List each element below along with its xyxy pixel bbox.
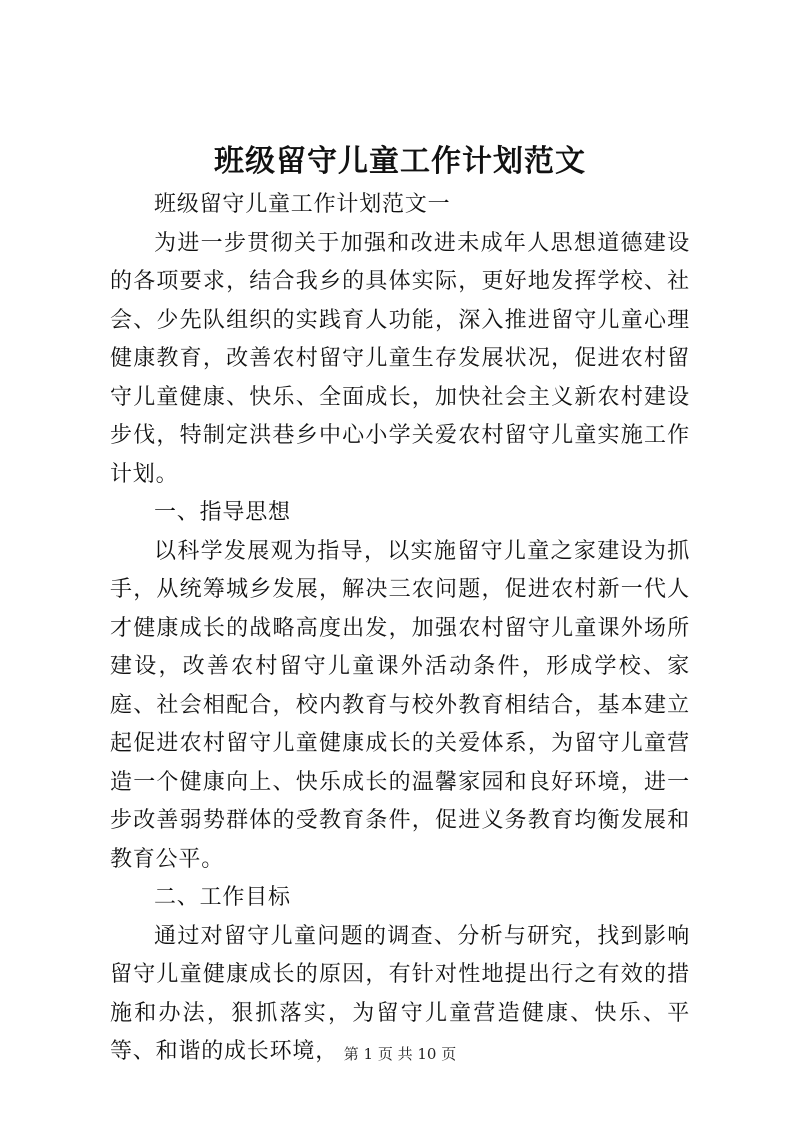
guiding-thought-paragraph: 以科学发展观为指导，以实施留守儿童之家建设为抓手，从统筹城乡发展，解决三农问题，促进农村新一代人才健康成长的战略高度出发，加强农村留守儿童课外场所建设，改善农村留守儿童课外活动条件，形成学校、家庭、社会相配合，校内教育与校外教育相结合，基本建立起促进农村留守儿童健康成长的关爱体系，为留守儿童营造一个健康向上、快乐成长的温馨家园和良好环境，进一步改善弱势群体的受教育条件，促进义务教育均衡发展和教育公平。: [110, 538, 690, 872]
section-heading-work-goals: 二、工作目标: [154, 885, 291, 910]
work-goals-paragraph: 通过对留守儿童问题的调查、分析与研究，找到影响留守儿童健康成长的原因，有针对性地提出行之有效的措施和办法，狠抓落实，为留守儿童营造健康、快乐、平等、和谐的成长环境，: [110, 923, 690, 1064]
document-body: [110, 186, 690, 1072]
page-footer: 第 1 页 共 10 页: [343, 1045, 457, 1063]
document-subtitle: 班级留守儿童工作计划范文一: [154, 192, 451, 217]
section-heading-guiding-thought: 一、指导思想: [154, 500, 291, 525]
intro-paragraph: 为进一步贯彻关于加强和改进未成年人思想道德建设的各项要求，结合我乡的具体实际，更好地发挥学校、社会、少先队组织的实践育人功能，深入推进留守儿童心理健康教育，改善农村留守儿童生存发展状况，促进农村留守儿童健康、快乐、全面成长，加快社会主义新农村建设步伐，特制定洪巷乡中心小学关爱农村留守儿童实施工作计划。: [110, 230, 690, 487]
document-title: 班级留守儿童工作计划范文: [214, 144, 586, 179]
